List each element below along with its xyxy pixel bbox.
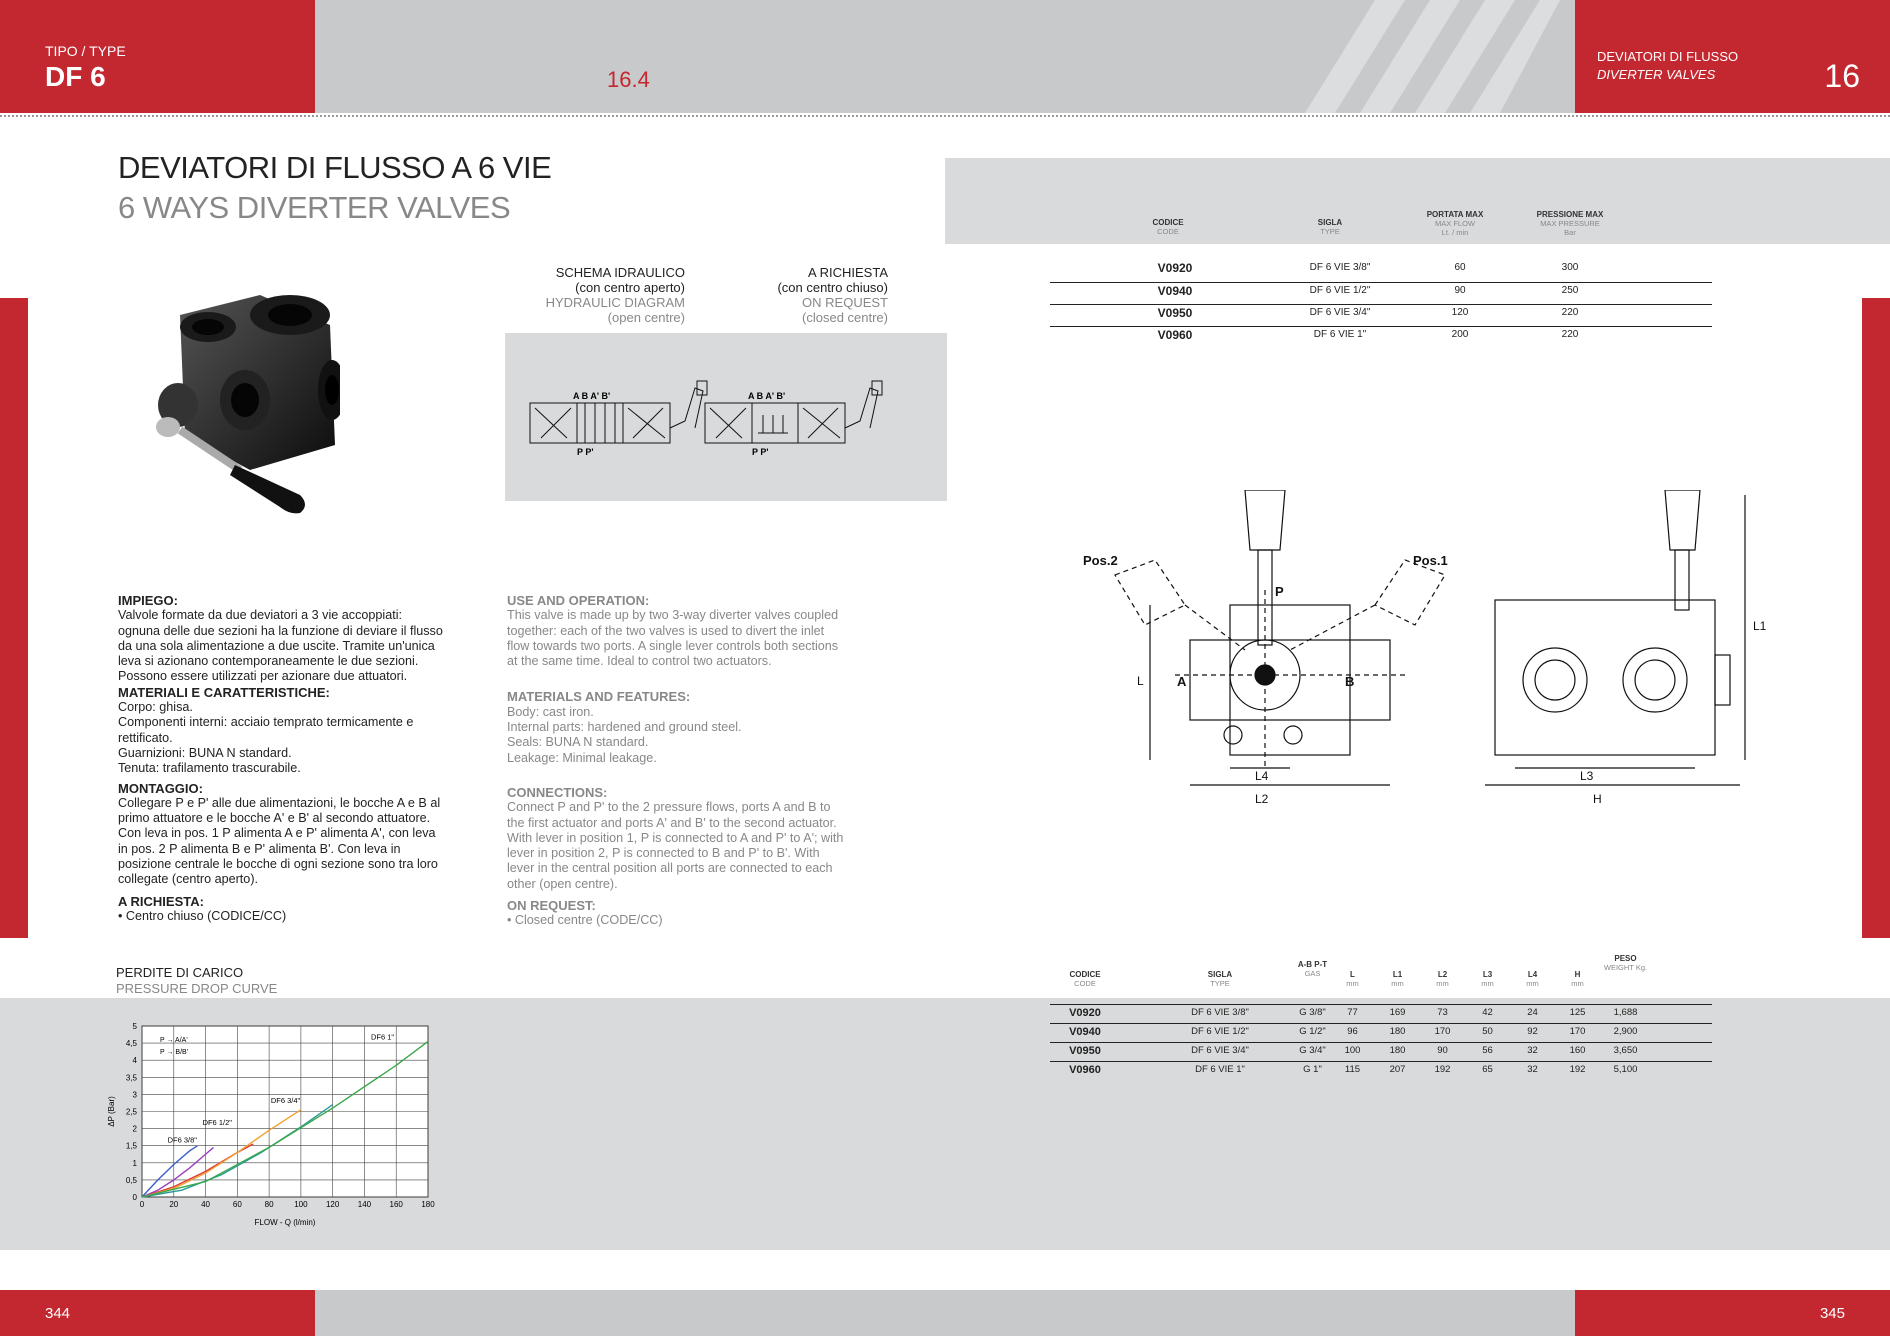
table-cell: 96 [1347, 1026, 1358, 1037]
table-cell: 170 [1569, 1026, 1586, 1037]
t2-h-gas: A-B P-T GAS [1297, 960, 1328, 978]
x-tick-label: 120 [325, 1200, 340, 1209]
pressure-drop-chart [100, 1010, 460, 1235]
specs-table [1050, 260, 1712, 348]
table-cell: 192 [1569, 1064, 1586, 1075]
table-cell: 32 [1527, 1064, 1538, 1075]
connections-text: Connect P and P' to the 2 pressure flows, ports A and B to the first actuator and ports A' and B' to the second actuator. With lever in position 1, P is connected to A and P' to A'; with lever in position 2, P is connected to B and P' to B'. With lever in the central position all ports are connected to each other (open centre). [507, 800, 844, 891]
table-cell: 2,900 [1613, 1026, 1638, 1037]
schema-left-en: HYDRAULIC DIAGRAM [545, 295, 685, 310]
table-cell: 180 [1389, 1045, 1406, 1056]
x-axis-label: FLOW - Q (l/min) [254, 1218, 316, 1227]
schema-right-it: A RICHIESTA [808, 265, 888, 280]
table-cell: V0950 [1069, 1045, 1101, 1057]
t2-h-l1: L1 mm [1391, 970, 1404, 988]
table-cell: 169 [1389, 1007, 1406, 1018]
specs-table-header-bg [945, 158, 1890, 244]
table-cell: DF 6 VIE 3/4" [1191, 1045, 1249, 1056]
materiali-4: Tenuta: trafilamento trascurabile. [118, 761, 301, 776]
materials-heading: MATERIALS AND FEATURES: [507, 689, 691, 705]
header-right [1575, 0, 1890, 113]
type-code: DF 6 [45, 61, 106, 92]
table-cell: 73 [1437, 1007, 1448, 1018]
legend-entry: P → B/B' [160, 1049, 189, 1056]
hydraulic-diagram-box [505, 333, 947, 501]
y-tick-label: 3,5 [125, 1073, 137, 1083]
materials-4: Leakage: Minimal leakage. [507, 750, 657, 765]
legend-entry: P → A/A' [160, 1037, 188, 1044]
ports-top-left: A B A' B' [573, 391, 611, 401]
table-cell: 180 [1389, 1026, 1406, 1037]
richiesta-heading: A RICHIESTA: [118, 893, 204, 909]
section-number: 16.4 [607, 67, 650, 92]
y-tick-label: 3 [132, 1090, 137, 1100]
t2-h-l2: L2 mm [1436, 970, 1449, 988]
label-a: A [1177, 674, 1187, 689]
use-heading: USE AND OPERATION: [507, 593, 650, 608]
table-cell: 32 [1527, 1045, 1538, 1056]
table-cell: 125 [1569, 1007, 1586, 1018]
category-it: DEVIATORI DI FLUSSO [1597, 49, 1739, 64]
left-accent-bar [0, 298, 28, 938]
label-l2: L2 [1255, 792, 1269, 806]
label-pos2: Pos.2 [1083, 553, 1118, 568]
description-en [507, 593, 847, 929]
table-cell: 50 [1482, 1026, 1493, 1037]
description-it [118, 593, 443, 924]
page-title-it: DEVIATORI DI FLUSSO A 6 VIE [118, 150, 552, 185]
materiali-3: Guarnizioni: BUNA N standard. [118, 745, 292, 760]
t2-h-l4: L4 mm [1526, 970, 1539, 988]
x-tick-label: 0 [139, 1200, 145, 1209]
table-cell: 192 [1434, 1064, 1451, 1075]
drop-title-it: PERDITE DI CARICO [116, 965, 244, 980]
table-cell: 92 [1527, 1026, 1538, 1037]
table-cell: DF 6 VIE 3/8" [1191, 1007, 1249, 1018]
table-row [1050, 1061, 1712, 1080]
request-text: • Closed centre (CODE/CC) [507, 913, 663, 928]
request-heading: ON REQUEST: [507, 898, 596, 914]
series-annotation: DF6 3/4" [270, 1095, 301, 1105]
dims-table-header [1050, 952, 1712, 1002]
type-label: TIPO / TYPE [45, 43, 126, 59]
right-accent-bar [1862, 298, 1890, 938]
materials-1: Body: cast iron. [507, 704, 594, 719]
category-en: DIVERTER VALVES [1597, 67, 1716, 82]
table-row: V0950 DF 6 VIE 3/4" 120 220 [1157, 306, 1579, 320]
materiali-heading: MATERIALI E CARATTERISTICHE: [118, 684, 330, 700]
materiali-1: Corpo: ghisa. [118, 700, 193, 715]
schema-left-labels [505, 265, 685, 325]
t2-h-code: CODICE CODE [1069, 970, 1101, 988]
t2-h-h: H mm [1571, 970, 1584, 988]
t2-h-l3: L3 mm [1481, 970, 1494, 988]
hydraulic-diagram [505, 333, 947, 501]
header-divider [0, 115, 1890, 117]
connections-heading: CONNECTIONS: [507, 784, 608, 800]
t1-header-flow: PORTATA MAX MAX FLOW Lt. / min [1426, 210, 1484, 237]
table-cell: DF 6 VIE 1" [1195, 1064, 1245, 1075]
y-tick-label: 5 [132, 1022, 137, 1031]
montaggio-heading: MONTAGGIO: [118, 780, 203, 796]
table-cell: V0920 [1069, 1007, 1101, 1019]
label-h: H [1593, 792, 1602, 806]
table-cell: DF 6 VIE 1/2" [1191, 1026, 1249, 1037]
page-number-left: 344 [45, 1305, 71, 1322]
impiego-text: Valvole formate da due deviatori a 3 vie accoppiati: ognuna delle due sezioni ha la funzione di deviare il flusso da una sola alimentazione a due uscite. Tramite un'unica leva si azionano contemporaneamente le due sezioni. Possono essere utilizzati per azionare due attuatori. [118, 608, 443, 684]
table-cell: 5,100 [1613, 1064, 1638, 1075]
schema-left-it: SCHEMA IDRAULICO [555, 265, 685, 280]
dims-table [1050, 1004, 1712, 1080]
label-l1: L1 [1753, 619, 1767, 633]
table-cell: G 1/2" [1299, 1026, 1326, 1037]
schema-right-it-sub: (con centro chiuso) [777, 280, 888, 295]
chapter-number: 16 [1824, 58, 1860, 94]
series-annotation: DF6 1" [370, 1032, 395, 1042]
table-cell: G 1" [1303, 1064, 1322, 1075]
table-row [1050, 1023, 1712, 1042]
technical-drawing [1075, 490, 1775, 810]
x-tick-label: 40 [201, 1200, 211, 1209]
t1-header-code: CODICE CODE [1152, 218, 1184, 236]
materials-3: Seals: BUNA N standard. [507, 735, 649, 750]
table-cell: 3,650 [1613, 1045, 1638, 1056]
y-tick-label: 4,5 [125, 1039, 137, 1049]
table-cell: V0940 [1069, 1026, 1101, 1038]
y-tick-label: 4 [132, 1056, 137, 1066]
t2-h-l: L mm [1346, 970, 1359, 988]
materials-2: Internal parts: hardened and ground steel. [507, 720, 742, 735]
table-cell: 1,688 [1613, 1007, 1638, 1018]
impiego-heading: IMPIEGO: [118, 593, 178, 608]
label-pos1: Pos.1 [1413, 553, 1448, 568]
t2-h-type: SIGLA TYPE [1207, 970, 1233, 988]
montaggio-text: Collegare P e P' alle due alimentazioni, le bocche A e B al primo attuatore e le bocche A' e B' al secondo attuatore. Con leva in pos. 1 P alimenta A e P' alimenta A', con leva in pos. 2 P alimenta B e P' alimenta B'. Con leva in posizione centrale le bocche di ogni sezione sono tra loro collegate (centro aperto). [118, 795, 441, 887]
x-tick-label: 100 [294, 1200, 308, 1209]
x-tick-label: 180 [421, 1200, 435, 1209]
y-tick-label: 1 [132, 1158, 137, 1168]
label-b: B [1345, 674, 1355, 689]
y-tick-label: 2,5 [125, 1107, 137, 1117]
header-middle [315, 0, 1575, 113]
y-tick-label: 0 [132, 1193, 137, 1202]
label-l4: L4 [1255, 769, 1269, 783]
header-left [0, 0, 315, 113]
ports-bottom-left: P P' [577, 447, 594, 457]
valve-photo [140, 285, 340, 520]
x-tick-label: 20 [169, 1200, 179, 1209]
decorative-stripes-icon [1265, 0, 1585, 113]
ports-bottom-right: P P' [752, 447, 769, 457]
page-title-en: 6 WAYS DIVERTER VALVES [118, 190, 511, 225]
series-annotation: DF6 1/2" [202, 1118, 232, 1128]
table-row [1050, 1042, 1712, 1061]
t1-header-pressure: PRESSIONE MAX MAX PRESSURE Bar [1536, 210, 1604, 237]
drop-title-en: PRESSURE DROP CURVE [116, 981, 278, 996]
label-l3: L3 [1580, 769, 1594, 783]
ports-top-right: A B A' B' [748, 391, 786, 401]
table-cell: 56 [1482, 1045, 1493, 1056]
footer-left [0, 1290, 315, 1336]
table-cell: 65 [1482, 1064, 1493, 1075]
table-cell: G 3/8" [1299, 1007, 1326, 1018]
richiesta-text: • Centro chiuso (CODICE/CC) [118, 908, 287, 923]
y-axis-label: ΔP (Bar) [107, 1096, 116, 1127]
x-tick-label: 60 [232, 1200, 242, 1209]
schema-left-it-sub: (con centro aperto) [575, 280, 685, 295]
table-row: V0920 DF 6 VIE 3/8" 60 300 [1157, 261, 1579, 275]
table-cell: 100 [1344, 1045, 1361, 1056]
x-tick-label: 80 [264, 1200, 274, 1209]
table-row [1050, 1004, 1712, 1023]
table-cell: V0960 [1069, 1064, 1101, 1076]
schema-left-en-sub: (open centre) [607, 310, 685, 325]
footer-middle [315, 1290, 1575, 1336]
table-cell: 170 [1434, 1026, 1451, 1037]
table-row: V0960 DF 6 VIE 1" 200 220 [1157, 328, 1579, 342]
series-annotation: DF6 3/8" [167, 1135, 197, 1145]
label-l: L [1137, 674, 1144, 688]
x-tick-label: 160 [389, 1200, 403, 1209]
page-number-right: 345 [1819, 1305, 1845, 1322]
x-tick-label: 140 [357, 1200, 372, 1209]
materiali-2: Componenti interni: acciaio temprato termicamente e rettificato. [118, 715, 414, 745]
y-tick-label: 1,5 [125, 1141, 137, 1151]
table-cell: 77 [1347, 1007, 1358, 1018]
label-p: P [1275, 584, 1284, 599]
table-cell: 160 [1569, 1045, 1586, 1056]
table-cell: 207 [1389, 1064, 1406, 1075]
table-row: V0940 DF 6 VIE 1/2" 90 250 [1157, 284, 1579, 298]
table-cell: 90 [1437, 1045, 1448, 1056]
y-tick-label: 2 [132, 1124, 137, 1134]
schema-right-en-sub: (closed centre) [802, 310, 888, 325]
t2-h-weight: PESO WEIGHT Kg. [1603, 954, 1648, 972]
table-cell: 115 [1344, 1064, 1361, 1075]
schema-right-labels [708, 265, 888, 325]
y-tick-label: 0,5 [125, 1175, 137, 1185]
table-cell: 24 [1527, 1007, 1538, 1018]
table-cell: G 3/4" [1299, 1045, 1326, 1056]
table-cell: 42 [1482, 1007, 1493, 1018]
t1-header-type: SIGLA TYPE [1317, 218, 1343, 236]
schema-right-en: ON REQUEST [802, 295, 888, 310]
footer-right [1575, 1290, 1890, 1336]
use-text: This valve is made up by two 3-way diverter valves coupled together: each of the two valves is used to divert the inlet flow towards two ports. A single lever controls both sections at the same time. Ideal to control two actuators. [507, 608, 839, 669]
